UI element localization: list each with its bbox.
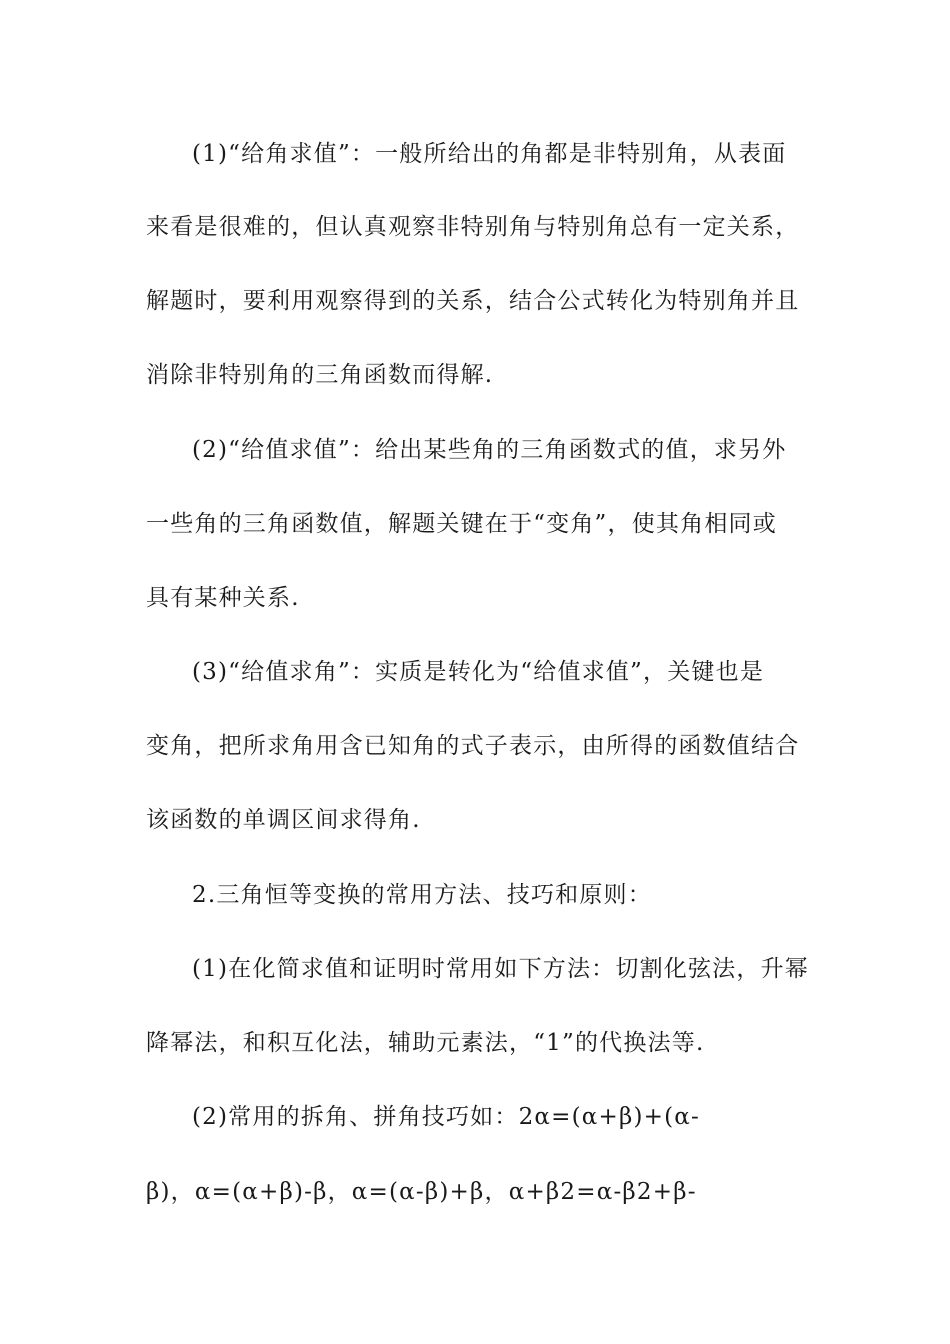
paragraph-2-line-2: 一些角的三角函数值，解题关键在于“变角”，使其角相同或 [146,511,777,537]
paragraph-3-line-3: 该函数的单调区间求得角. [146,807,421,833]
paragraph-3-line-2: 变角，把所求角用含已知角的式子表示，由所得的函数值结合 [146,733,800,759]
paragraph-4-line-1: (1)在化简求值和证明时常用如下方法：切割化弦法，升幂 [192,956,809,982]
paragraph-1-line-2: 来看是很难的，但认真观察非特别角与特别角总有一定关系， [146,214,800,240]
paragraph-1-line-4: 消除非特别角的三角函数而得解. [146,362,494,388]
paragraph-5-line-1: (2)常用的拆角、拼角技巧如：2α=(α+β)+(α- [192,1104,701,1130]
paragraph-2-line-3: 具有某种关系. [146,585,300,611]
section-heading: 2.三角恒等变换的常用方法、技巧和原则： [192,882,652,908]
paragraph-5-line-2: β)，α=(α+β)-β，α=(α-β)+β，α+β2=α-β2+β- [146,1179,697,1205]
paragraph-4-line-2: 降幂法，和积互化法，辅助元素法，“1”的代换法等. [146,1030,705,1056]
paragraph-3-line-1: (3)“给值求角”：实质是转化为“给值求值”，关键也是 [192,659,765,685]
paragraph-1-line-1: (1)“给角求值”：一般所给出的角都是非特别角，从表面 [192,141,787,167]
paragraph-1-line-3: 解题时，要利用观察得到的关系，结合公式转化为特别角并且 [146,288,800,314]
paragraph-2-line-1: (2)“给值求值”：给出某些角的三角函数式的值，求另外 [192,437,787,463]
